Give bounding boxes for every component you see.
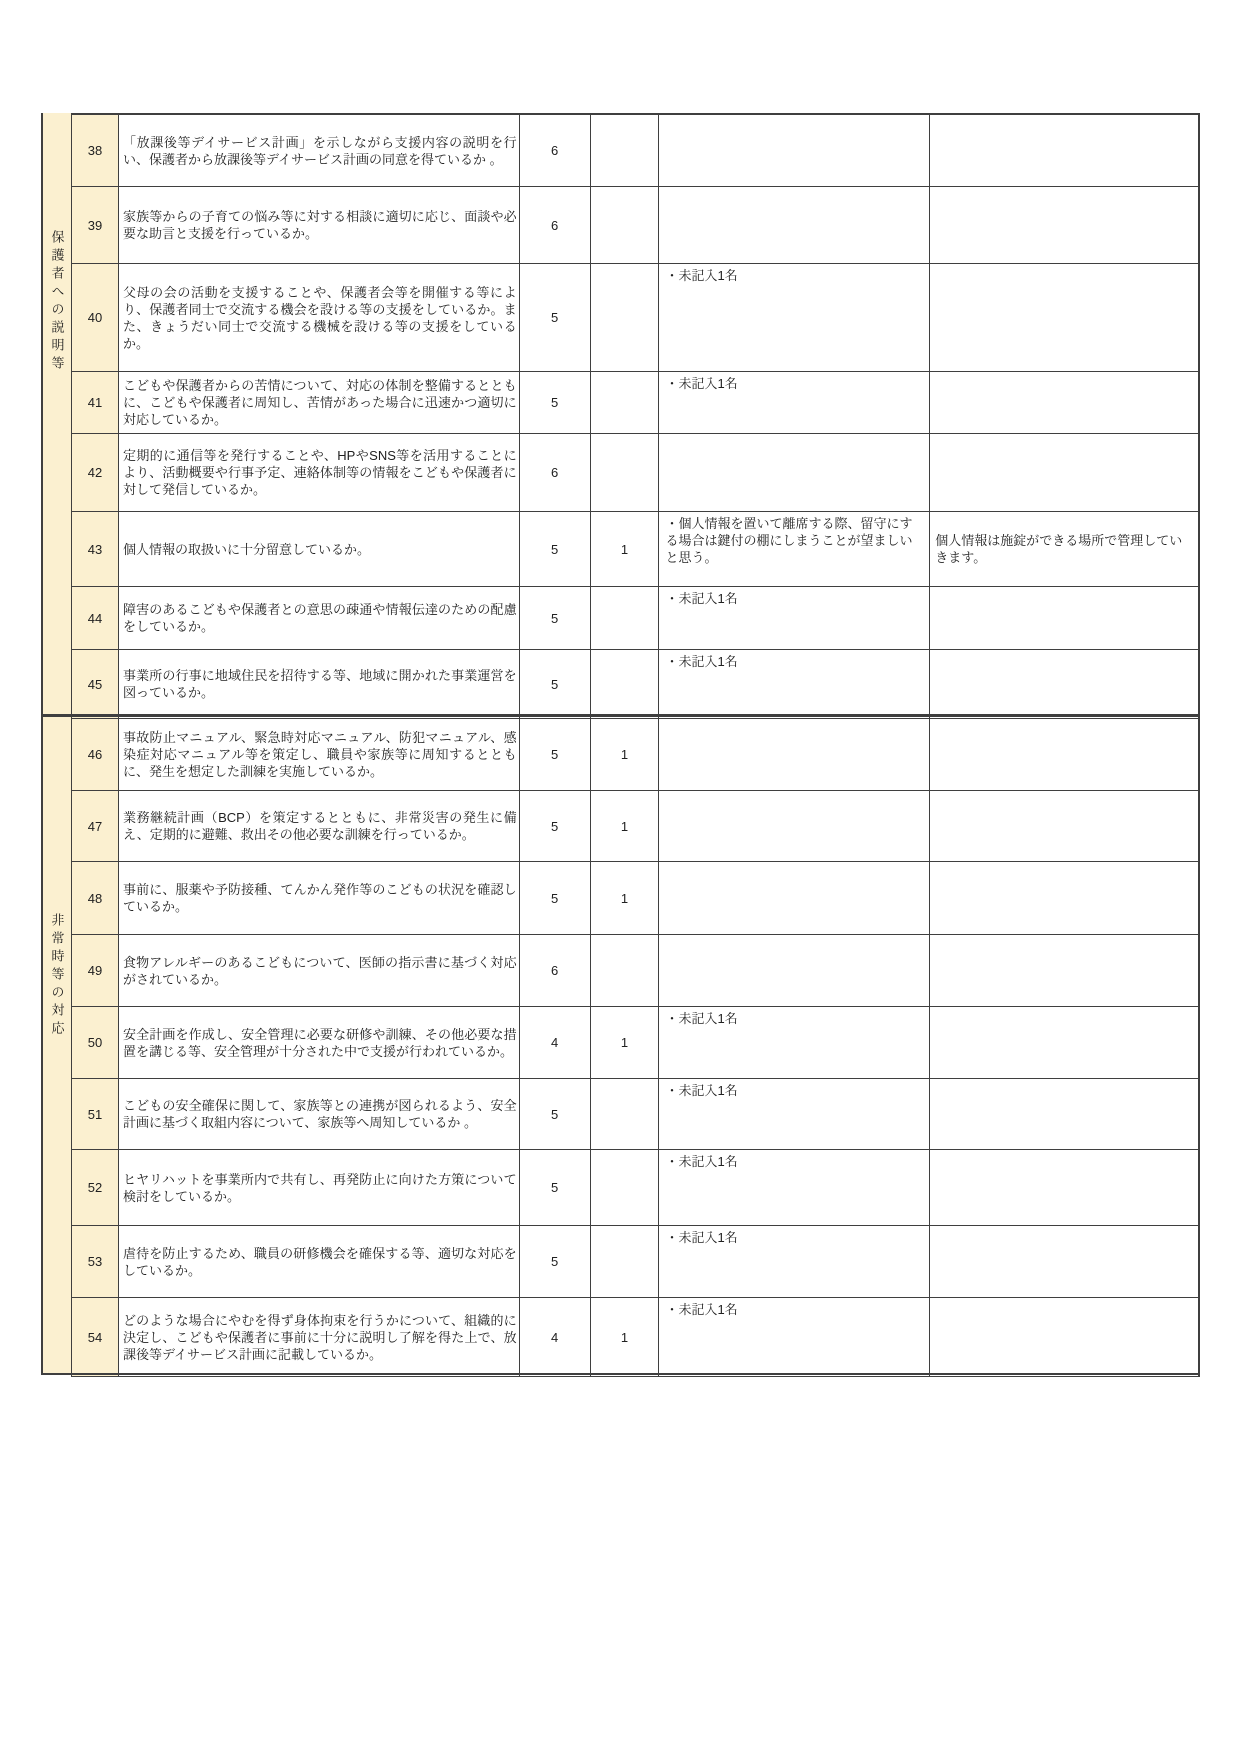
row-number-cell: 49 [72,935,119,1006]
comment-cell: ・未記入1名 [659,264,930,371]
question-cell-text: 父母の会の活動を支援することや、保護者会等を開催する等により、保護者同士で交流する機会を設ける等の支援をしているか。また、きょうだい同士で交流する機械を設ける等の支援をしているか。 [122,284,517,351]
comment-cell: ・未記入1名 [659,587,930,649]
table-row [72,1079,1200,1150]
table-row [72,935,1200,1007]
table-bottom-border [41,1373,1200,1375]
question-cell [119,1298,520,1376]
row-number-cell: 43 [72,512,119,586]
respondent-count-cell: 5 [520,372,591,433]
table-row [72,862,1200,935]
table-row [72,587,1200,650]
office-response-cell-text: 個人情報は施錠ができる場所で管理していきます。 [935,533,1183,565]
comment-cell: ・個人情報を置いて離席する際、留守にする場合は鍵付の棚にしまうことが望ましいと思う。 [659,512,930,586]
question-cell-text: こどもや保護者からの苦情について、対応の体制を整備するとともに、こどもや保護者に周知し、苦情があった場合に迅速かつ適切に対応しているか。 [122,378,517,427]
table-row [72,719,1200,791]
category-label-emergency-response: 非常時等の対応 [49,913,65,1039]
respondent-count-cell: 6 [520,187,591,263]
question-cell [119,587,520,649]
secondary-count-cell [591,187,660,263]
row-number-cell: 38 [72,115,119,186]
comment-cell [659,719,930,790]
table-row [72,372,1200,434]
category-column [41,113,71,1375]
question-cell-text: 事業所の行事に地域住民を招待する等、地域に開かれた事業運営を図っているか。 [122,668,517,700]
row-number-cell: 51 [72,1079,119,1149]
row-number-cell: 46 [72,719,119,790]
row-number-cell: 52 [72,1150,119,1225]
respondent-count-cell: 5 [520,1150,591,1225]
table-row [72,650,1200,719]
secondary-count-cell: 1 [591,1007,660,1078]
row-number-cell: 39 [72,187,119,263]
comment-cell [659,862,930,934]
question-cell [119,115,520,186]
comment-cell: ・未記入1名 [659,1298,930,1376]
question-cell-text: 食物アレルギーのあるこどもについて、医師の指示書に基づく対応がされているか。 [122,954,517,987]
secondary-count-cell [591,115,660,186]
secondary-count-cell [591,650,660,718]
office-response-cell [930,862,1200,934]
question-cell [119,1226,520,1297]
office-response-cell [930,115,1200,186]
secondary-count-cell [591,434,660,511]
office-response-cell [930,650,1200,718]
comment-cell: ・未記入1名 [659,1007,930,1078]
office-response-cell [930,264,1200,371]
question-cell [119,1007,520,1078]
office-response-cell [930,935,1200,1006]
question-cell [119,512,520,586]
row-number-cell: 48 [72,862,119,934]
respondent-count-cell: 6 [520,935,591,1006]
question-cell [119,1079,520,1149]
question-cell-text: 障害のあるこどもや保護者との意思の疎通や情報伝達のための配慮をしているか。 [122,602,517,634]
row-number-cell: 50 [72,1007,119,1078]
question-cell-text: こどもの安全確保に関して、家族等との連携が図られるよう、安全計画に基づく取組内容について、家族等へ周知しているか 。 [122,1098,517,1130]
office-response-cell [930,1079,1200,1149]
question-cell-text: 「放課後等デイサービス計画」を示しながら支援内容の説明を行い、保護者から放課後等デイサービス計画の同意を得ているか 。 [122,134,517,167]
respondent-count-cell: 5 [520,650,591,718]
question-cell [119,791,520,861]
secondary-count-cell [591,1150,660,1225]
respondent-count-cell: 5 [520,719,591,790]
table-row [72,1007,1200,1079]
table-row [72,434,1200,512]
row-number-cell: 45 [72,650,119,718]
respondent-count-cell: 5 [520,862,591,934]
category-group-divider [41,714,1200,717]
table-row [72,187,1200,264]
question-cell [119,862,520,934]
office-response-cell [930,1007,1200,1078]
office-response-cell [930,512,1200,586]
row-number-cell: 41 [72,372,119,433]
comment-cell: ・未記入1名 [659,372,930,433]
table-row [72,1298,1200,1377]
secondary-count-cell: 1 [591,1298,660,1376]
comment-cell: ・未記入1名 [659,1079,930,1149]
question-cell [119,935,520,1006]
secondary-count-cell [591,1226,660,1297]
comment-cell [659,434,930,511]
respondent-count-cell: 6 [520,434,591,511]
comment-cell: ・未記入1名 [659,1226,930,1297]
comment-cell [659,935,930,1006]
office-response-cell [930,1150,1200,1225]
secondary-count-cell [591,372,660,433]
table-row [72,1226,1200,1298]
secondary-count-cell: 1 [591,719,660,790]
row-number-cell: 42 [72,434,119,511]
secondary-count-cell: 1 [591,791,660,861]
comment-cell [659,115,930,186]
respondent-count-cell: 5 [520,791,591,861]
office-response-cell [930,719,1200,790]
secondary-count-cell: 1 [591,862,660,934]
secondary-count-cell [591,264,660,371]
respondent-count-cell: 5 [520,1226,591,1297]
respondent-count-cell: 5 [520,587,591,649]
respondent-count-cell: 5 [520,264,591,371]
table-row [72,115,1200,187]
question-cell [119,1150,520,1225]
evaluation-table [41,113,1200,1377]
secondary-count-cell: 1 [591,512,660,586]
office-response-cell [930,187,1200,263]
table-rows [71,113,1200,1377]
question-cell [119,719,520,790]
row-number-cell: 44 [72,587,119,649]
question-cell [119,372,520,433]
question-cell-text: 虐待を防止するため、職員の研修機会を確保する等、適切な対応をしているか。 [122,1245,517,1278]
table-row [72,1150,1200,1226]
respondent-count-cell: 5 [520,512,591,586]
office-response-cell [930,791,1200,861]
table-row [72,264,1200,372]
office-response-cell [930,1226,1200,1297]
question-cell [119,434,520,511]
row-number-cell: 54 [72,1298,119,1376]
comment-cell [659,791,930,861]
office-response-cell [930,1298,1200,1376]
office-response-cell [930,372,1200,433]
table-row [72,791,1200,862]
row-number-cell: 40 [72,264,119,371]
secondary-count-cell [591,935,660,1006]
office-response-cell [930,587,1200,649]
question-cell-text: 安全計画を作成し、安全管理に必要な研修や訓練、その他必要な措置を講じる等、安全管理が十分された中で支援が行われているか。 [122,1026,517,1059]
category-label-parent-explanation: 保護者への説明等 [49,230,65,374]
respondent-count-cell: 5 [520,1079,591,1149]
table-row [72,512,1200,587]
secondary-count-cell [591,1079,660,1149]
question-cell [119,264,520,371]
question-cell-text: 個人情報の取扱いに十分留意しているか。 [122,541,370,557]
comment-cell: ・未記入1名 [659,650,930,718]
secondary-count-cell [591,587,660,649]
question-cell [119,650,520,718]
comment-cell: ・未記入1名 [659,1150,930,1225]
question-cell [119,187,520,263]
question-cell-text: 家族等からの子育ての悩み等に対する相談に適切に応じ、面談や必要な助言と支援を行っているか。 [122,209,517,241]
office-response-cell [930,434,1200,511]
question-cell-text: ヒヤリハットを事業所内で共有し、再発防止に向けた方策について検討をしているか。 [122,1171,517,1204]
respondent-count-cell: 4 [520,1007,591,1078]
question-cell-text: 事前に、服薬や予防接種、てんかん発作等のこどもの状況を確認しているか。 [122,882,517,914]
question-cell-text: どのような場合にやむを得ず身体拘束を行うかについて、組織的に決定し、こどもや保護者に事前に十分に説明し了解を得た上で、放課後等デイサービス計画に記載しているか。 [122,1312,517,1362]
comment-cell [659,187,930,263]
question-cell-text: 事故防止マニュアル、緊急時対応マニュアル、防犯マニュアル、感染症対応マニュアル等を策定し、職員や家族等に周知するとともに、発生を想定した訓練を実施しているか。 [122,730,517,779]
row-number-cell: 53 [72,1226,119,1297]
respondent-count-cell: 6 [520,115,591,186]
respondent-count-cell: 4 [520,1298,591,1376]
row-number-cell: 47 [72,791,119,861]
question-cell-text: 業務継続計画（BCP）を策定するとともに、非常災害の発生に備え、定期的に避難、救出その他必要な訓練を行っているか。 [122,810,517,842]
question-cell-text: 定期的に通信等を発行することや、HPやSNS等を活用することにより、活動概要や行事予定、連絡体制等の情報をこどもや保護者に対して発信しているか。 [122,448,517,497]
